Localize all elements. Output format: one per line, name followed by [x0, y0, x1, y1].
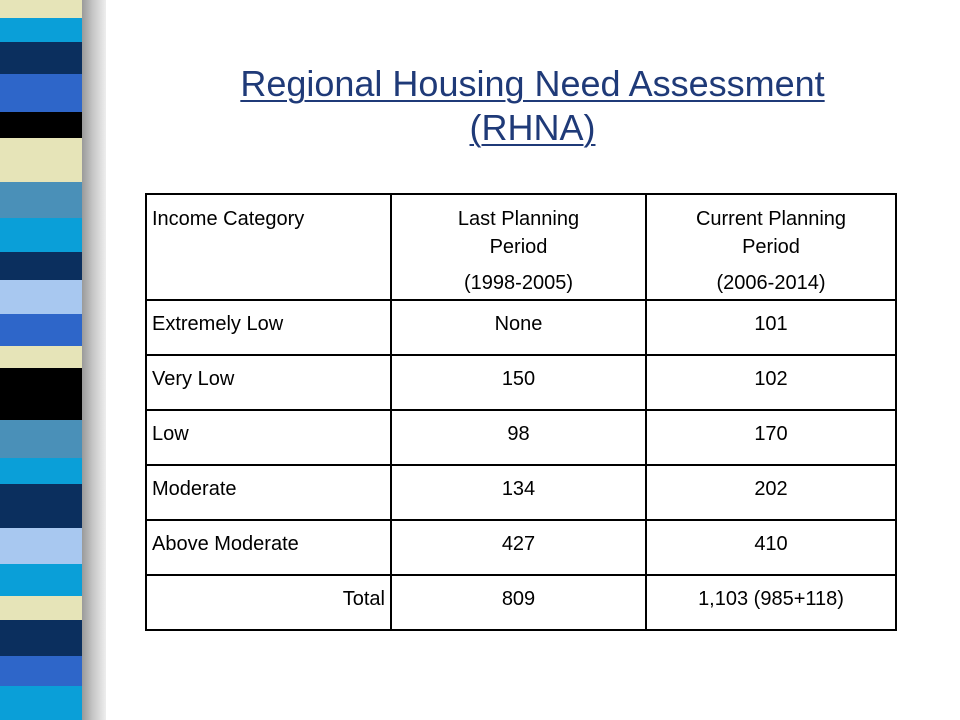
- current-period-cell: 202: [646, 465, 896, 520]
- title-line-1: Regional Housing Need Assessment: [240, 63, 825, 104]
- stripe-block: [0, 656, 82, 686]
- current-period-cell: 102: [646, 355, 896, 410]
- header-income-category: [146, 194, 391, 300]
- slide-title: [150, 62, 915, 150]
- table-row: [146, 465, 896, 520]
- header-current-planning-period: [646, 194, 896, 300]
- table-row: [146, 300, 896, 355]
- stripe-block: [0, 686, 82, 720]
- current-period-total-cell: 1,103 (985+118): [646, 575, 896, 630]
- current-period-cell: 170: [646, 410, 896, 465]
- stripe-block: [0, 458, 82, 484]
- last-period-cell: 150: [391, 355, 646, 410]
- total-label-cell: Total: [146, 575, 391, 630]
- stripe-block: [0, 564, 82, 596]
- stripe-block: [0, 280, 82, 314]
- header-label: Income Category: [152, 208, 305, 230]
- stripe-block: [0, 42, 82, 74]
- header-label: Period: [742, 236, 800, 258]
- last-period-cell: 134: [391, 465, 646, 520]
- table-header-row: [146, 194, 896, 300]
- header-date-range: (2006-2014): [716, 272, 826, 294]
- stripe-block: [0, 252, 82, 280]
- bar-shadow: [82, 0, 106, 720]
- stripe-block: [0, 112, 82, 138]
- header-label: Last Planning: [457, 208, 580, 230]
- stripe-block: [0, 620, 82, 656]
- table-row: [146, 355, 896, 410]
- stripe-block: [0, 138, 82, 182]
- stripe-block: [0, 596, 82, 620]
- last-period-cell: 98: [391, 410, 646, 465]
- table-total-row: [146, 575, 896, 630]
- last-period-cell: None: [391, 300, 646, 355]
- stripe-block: [0, 218, 82, 252]
- title-line-2: (RHNA): [469, 107, 596, 148]
- current-period-cell: 101: [646, 300, 896, 355]
- stripe-block: [0, 0, 82, 18]
- income-category-cell: Extremely Low: [146, 300, 391, 355]
- current-period-cell: 410: [646, 520, 896, 575]
- stripe-block: [0, 182, 82, 218]
- stripe-block: [0, 528, 82, 564]
- header-label: Period: [489, 236, 548, 258]
- stripe-block: [0, 368, 82, 420]
- header-date-range: (1998-2005): [464, 272, 573, 294]
- income-category-cell: Moderate: [146, 465, 391, 520]
- header-label: Current Planning: [695, 208, 847, 230]
- stripe-block: [0, 18, 82, 42]
- stripe-block: [0, 346, 82, 368]
- last-period-total-cell: 809: [391, 575, 646, 630]
- stripe-block: [0, 484, 82, 528]
- table-row: [146, 520, 896, 575]
- rhna-table: [145, 193, 897, 631]
- income-category-cell: Very Low: [146, 355, 391, 410]
- header-last-planning-period: [391, 194, 646, 300]
- stripe-block: [0, 314, 82, 346]
- last-period-cell: 427: [391, 520, 646, 575]
- stripe-block: [0, 420, 82, 458]
- table-row: [146, 410, 896, 465]
- left-decorative-bar: [0, 0, 88, 720]
- stripe-block: [0, 74, 82, 112]
- income-category-cell: Above Moderate: [146, 520, 391, 575]
- income-category-cell: Low: [146, 410, 391, 465]
